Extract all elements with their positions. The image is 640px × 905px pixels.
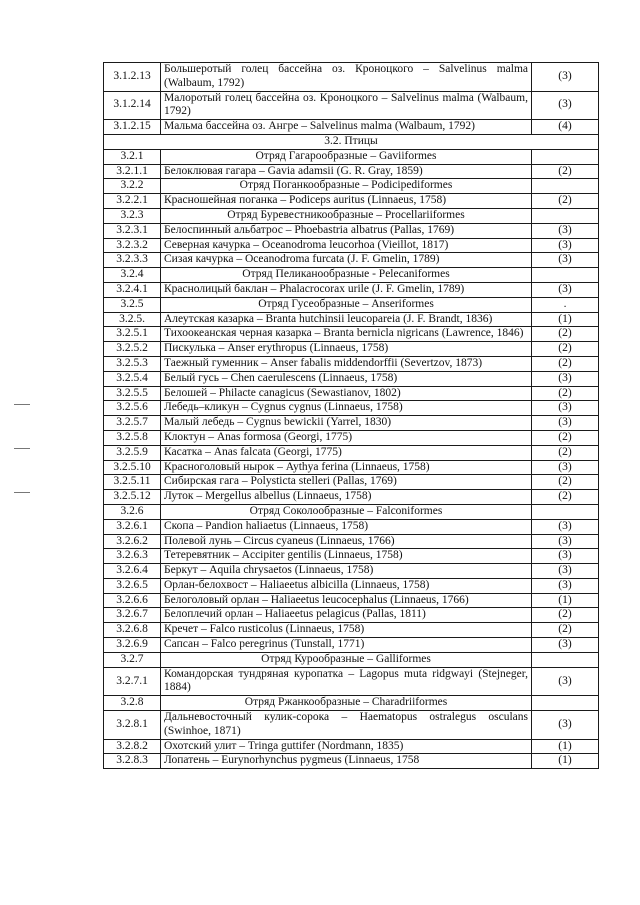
status-category: (3): [532, 238, 599, 253]
row-number: 3.2.6.2: [104, 534, 161, 549]
row-number: 3.2.6: [104, 504, 161, 519]
status-category: (3): [532, 711, 599, 740]
species-row: [104, 120, 599, 135]
status-category: (2): [532, 445, 599, 460]
species-name: Командорская тундряная куропатка – Lagopus muta ridgwayi (Stejneger, 1884): [161, 667, 532, 696]
species-row: [104, 238, 599, 253]
species-row: [104, 564, 599, 579]
status-category: (1): [532, 739, 599, 754]
species-name: Таежный гуменник – Anser fabalis middendorffii (Severtzov, 1873): [161, 356, 532, 371]
species-row: [104, 63, 599, 92]
margin-mark: [14, 448, 30, 449]
row-number: 3.2.5.5: [104, 386, 161, 401]
order-row: [104, 179, 599, 194]
status-category: (2): [532, 386, 599, 401]
species-row: [104, 327, 599, 342]
species-name: Тихоокеанская черная казарка – Branta bernicla nigricans (Lawrence, 1846): [161, 327, 532, 342]
row-number: 3.1.2.15: [104, 120, 161, 135]
status-category: (2): [532, 623, 599, 638]
row-number: 3.2.1: [104, 149, 161, 164]
order-row: [104, 504, 599, 519]
species-row: [104, 416, 599, 431]
status-category: (3): [532, 416, 599, 431]
species-row: [104, 534, 599, 549]
species-name: Орлан-белохвост – Haliaeetus albicilla (Linnaeus, 1758): [161, 578, 532, 593]
status-category: [532, 652, 599, 667]
row-number: 3.2.6.3: [104, 549, 161, 564]
row-number: 3.2.5.10: [104, 460, 161, 475]
row-number: 3.2.5.1: [104, 327, 161, 342]
row-number: 3.2.3: [104, 208, 161, 223]
row-number: 3.2.5.3: [104, 356, 161, 371]
row-number: 3.2.5.6: [104, 401, 161, 416]
species-row: [104, 342, 599, 357]
status-category: (2): [532, 490, 599, 505]
row-number: 3.2.6.5: [104, 578, 161, 593]
species-name: Луток – Mergellus albellus (Linnaeus, 1758): [161, 490, 532, 505]
species-row: [104, 608, 599, 623]
row-number: 3.2.5: [104, 297, 161, 312]
status-category: (2): [532, 194, 599, 209]
species-name: Лопатень – Eurynorhynchus pygmeus (Linnaeus, 1758: [161, 754, 532, 769]
status-category: (1): [532, 593, 599, 608]
status-category: (4): [532, 120, 599, 135]
status-category: (3): [532, 282, 599, 297]
row-number: 3.2.5.8: [104, 430, 161, 445]
row-number: 3.2.4.1: [104, 282, 161, 297]
species-name: Дальневосточный кулик-сорока – Haematopus ostralegus osculans (Swinhoe, 1871): [161, 711, 532, 740]
row-number: 3.2.5.4: [104, 371, 161, 386]
row-number: 3.2.8: [104, 696, 161, 711]
species-name: Белоголовый орлан – Haliaeetus leucocephalus (Linnaeus, 1766): [161, 593, 532, 608]
order-heading: Отряд Гагарообразные – Gaviiformes: [161, 149, 532, 164]
status-category: (1): [532, 754, 599, 769]
species-row: [104, 401, 599, 416]
status-category: (2): [532, 608, 599, 623]
row-number: 3.2.2.1: [104, 194, 161, 209]
order-row: [104, 149, 599, 164]
status-category: (2): [532, 342, 599, 357]
status-category: [532, 179, 599, 194]
species-name: Беркут – Aquila chrysaetos (Linnaeus, 1758): [161, 564, 532, 579]
species-name: Пискулька – Anser erythropus (Linnaeus, 1758): [161, 342, 532, 357]
row-number: 3.2.2: [104, 179, 161, 194]
order-row: [104, 696, 599, 711]
order-heading: Отряд Гусеобразные – Anseriformes: [161, 297, 532, 312]
order-heading: Отряд Ржанкообразные – Charadriiformes: [161, 696, 532, 711]
status-category: (2): [532, 356, 599, 371]
status-category: (3): [532, 91, 599, 120]
species-row: [104, 638, 599, 653]
order-row: [104, 652, 599, 667]
order-heading: Отряд Буревестникообразные – Procellariiformes: [161, 208, 532, 223]
status-category: [532, 696, 599, 711]
row-number: 3.2.6.1: [104, 519, 161, 534]
status-category: (3): [532, 223, 599, 238]
species-row: [104, 475, 599, 490]
row-number: 3.2.5.: [104, 312, 161, 327]
species-row: [104, 711, 599, 740]
row-number: 3.2.1.1: [104, 164, 161, 179]
species-row: [104, 430, 599, 445]
order-heading: Отряд Поганкообразные – Podicipediformes: [161, 179, 532, 194]
row-number: 3.2.6.8: [104, 623, 161, 638]
species-name: Сизая качурка – Oceanodroma furcata (J. F. Gmelin, 1789): [161, 253, 532, 268]
status-category: (2): [532, 327, 599, 342]
species-row: [104, 91, 599, 120]
species-row: [104, 312, 599, 327]
status-category: (3): [532, 401, 599, 416]
status-category: (3): [532, 549, 599, 564]
row-number: 3.2.6.7: [104, 608, 161, 623]
row-number: 3.2.5.11: [104, 475, 161, 490]
status-category: (2): [532, 164, 599, 179]
order-heading: Отряд Курообразные – Galliformes: [161, 652, 532, 667]
species-name: Мальма бассейна оз. Ангре – Salvelinus malma (Walbaum, 1792): [161, 120, 532, 135]
status-category: (3): [532, 460, 599, 475]
species-name: Тетеревятник – Accipiter gentilis (Linnaeus, 1758): [161, 549, 532, 564]
species-name: Малый лебедь – Cygnus bewickii (Yarrel, 1830): [161, 416, 532, 431]
row-number: 3.2.6.4: [104, 564, 161, 579]
row-number: 3.2.8.1: [104, 711, 161, 740]
species-row: [104, 282, 599, 297]
species-name: Северная качурка – Oceanodroma leucorhoa (Vieillot, 1817): [161, 238, 532, 253]
status-category: (2): [532, 430, 599, 445]
row-number: 3.2.7.1: [104, 667, 161, 696]
row-number: 3.1.2.13: [104, 63, 161, 92]
species-name: Охотский улит – Tringa guttifer (Nordmann, 1835): [161, 739, 532, 754]
row-number: 3.2.5.9: [104, 445, 161, 460]
species-row: [104, 445, 599, 460]
status-category: [532, 149, 599, 164]
species-row: [104, 223, 599, 238]
table-body: [104, 63, 599, 769]
species-row: [104, 754, 599, 769]
species-name: Полевой лунь – Circus cyaneus (Linnaeus, 1766): [161, 534, 532, 549]
species-row: [104, 623, 599, 638]
row-number: 3.2.5.12: [104, 490, 161, 505]
row-number: 3.2.5.2: [104, 342, 161, 357]
species-name: Красноголовый нырок – Aythya ferina (Linnaeus, 1758): [161, 460, 532, 475]
order-row: [104, 268, 599, 283]
species-name: Красношейная поганка – Podiceps auritus (Linnaeus, 1758): [161, 194, 532, 209]
species-name: Сапсан – Falco peregrinus (Tunstall, 1771): [161, 638, 532, 653]
margin-mark: [14, 492, 30, 493]
row-number: 3.2.6.6: [104, 593, 161, 608]
order-row: [104, 208, 599, 223]
row-number: 3.2.5.7: [104, 416, 161, 431]
species-name: Краснолицый баклан – Phalacrocorax urile (J. F. Gmelin, 1789): [161, 282, 532, 297]
status-category: (1): [532, 312, 599, 327]
species-name: Лебедь–кликун – Cygnus cygnus (Linnaeus, 1758): [161, 401, 532, 416]
row-number: 3.2.7: [104, 652, 161, 667]
species-name: Малоротый голец бассейна оз. Кроноцкого – Salvelinus malma (Walbaum, 1792): [161, 91, 532, 120]
species-name: Белоплечий орлан – Haliaeetus pelagicus (Pallas, 1811): [161, 608, 532, 623]
species-name: Белый гусь – Chen caerulescens (Linnaeus, 1758): [161, 371, 532, 386]
species-row: [104, 386, 599, 401]
species-name: Белоспинный альбатрос – Phoebastria albatrus (Pallas, 1769): [161, 223, 532, 238]
species-name: Алеутская казарка – Branta hutchinsii leucopareia (J. F. Brandt, 1836): [161, 312, 532, 327]
row-number: 3.2.8.2: [104, 739, 161, 754]
order-heading: Отряд Пеликанообразные - Pelecaniformes: [161, 268, 532, 283]
status-category: (3): [532, 578, 599, 593]
species-name: Белоклювая гагара – Gavia adamsii (G. R. Gray, 1859): [161, 164, 532, 179]
status-category: (3): [532, 253, 599, 268]
species-name: Большеротый голец бассейна оз. Кроноцкого – Salvelinus malma (Walbaum, 1792): [161, 63, 532, 92]
row-number: 3.1.2.14: [104, 91, 161, 120]
species-row: [104, 578, 599, 593]
margin-mark: [14, 404, 30, 405]
species-row: [104, 593, 599, 608]
species-row: [104, 549, 599, 564]
species-name: Касатка – Anas falcata (Georgi, 1775): [161, 445, 532, 460]
species-name: Скопа – Pandion haliaetus (Linnaeus, 1758): [161, 519, 532, 534]
species-row: [104, 739, 599, 754]
status-category: (3): [532, 371, 599, 386]
species-name: Клоктун – Anas formosa (Georgi, 1775): [161, 430, 532, 445]
species-row: [104, 371, 599, 386]
species-row: [104, 667, 599, 696]
species-row: [104, 490, 599, 505]
species-row: [104, 356, 599, 371]
species-name: Сибирская гага – Polysticta stelleri (Pallas, 1769): [161, 475, 532, 490]
species-name: Белошей – Philacte canagicus (Sewastianov, 1802): [161, 386, 532, 401]
status-category: (3): [532, 63, 599, 92]
species-row: [104, 519, 599, 534]
row-number: 3.2.3.1: [104, 223, 161, 238]
status-category: (3): [532, 534, 599, 549]
species-name: Кречет – Falco rusticolus (Linnaeus, 1758): [161, 623, 532, 638]
status-category: (3): [532, 564, 599, 579]
status-category: .: [532, 297, 599, 312]
species-table: [103, 62, 599, 769]
section-title: 3.2. Птицы: [104, 134, 599, 149]
status-category: [532, 504, 599, 519]
row-number: 3.2.3.2: [104, 238, 161, 253]
order-heading: Отряд Соколообразные – Falconiformes: [161, 504, 532, 519]
species-row: [104, 194, 599, 209]
row-number: 3.2.4: [104, 268, 161, 283]
status-category: (3): [532, 638, 599, 653]
status-category: [532, 208, 599, 223]
status-category: (2): [532, 475, 599, 490]
row-number: 3.2.3.3: [104, 253, 161, 268]
species-row: [104, 460, 599, 475]
row-number: 3.2.6.9: [104, 638, 161, 653]
status-category: (3): [532, 519, 599, 534]
status-category: [532, 268, 599, 283]
species-row: [104, 253, 599, 268]
order-row: [104, 297, 599, 312]
status-category: (3): [532, 667, 599, 696]
section-row: [104, 134, 599, 149]
species-row: [104, 164, 599, 179]
row-number: 3.2.8.3: [104, 754, 161, 769]
